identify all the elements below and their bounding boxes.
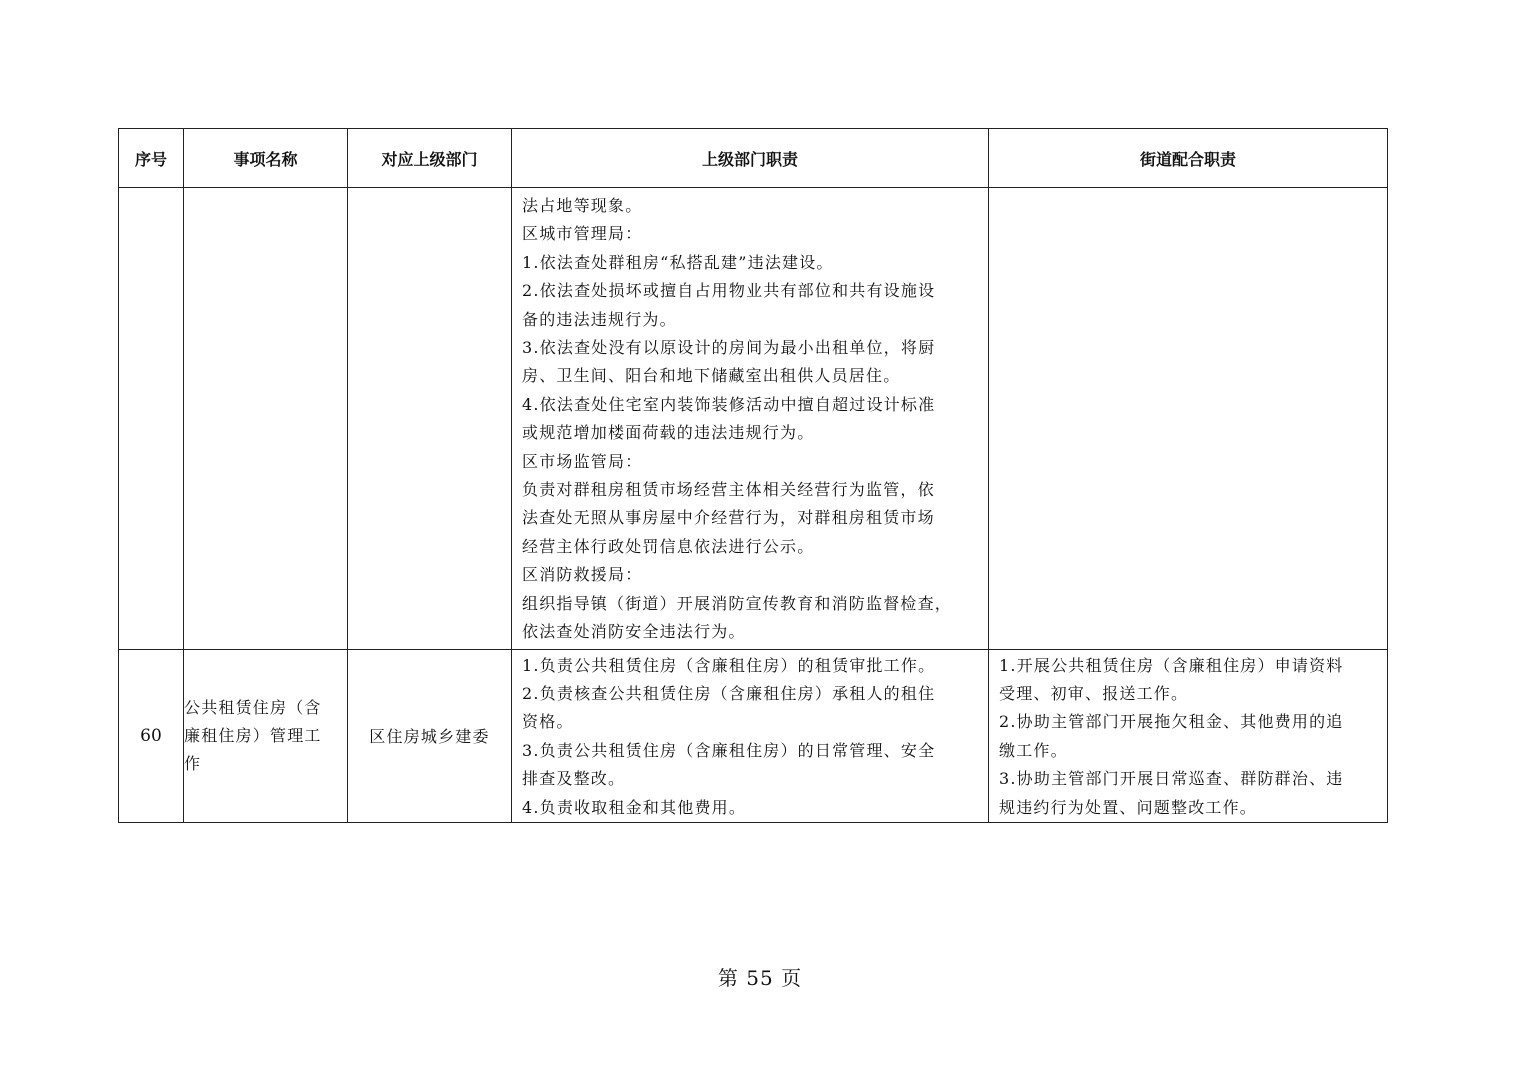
duty-line: 3.负责公共租赁住房（含廉租住房）的日常管理、安全	[522, 740, 936, 760]
header-item-name: 事项名称	[184, 129, 348, 188]
page-number: 第 55 页	[717, 966, 803, 990]
duty-line: 或规范增加楼面荷载的违法违规行为。	[522, 423, 815, 443]
duty-line: 2.依法查处损坏或擅自占用物业共有部位和共有设施设	[522, 281, 936, 301]
duty-line: 经营主体行政处罚信息依法进行公示。	[522, 536, 815, 556]
duty-line: 1.依法查处群租房“私搭乱建”违法建设。	[522, 252, 834, 272]
duty-line: 缴工作。	[999, 740, 1068, 760]
street-duties-cell	[989, 649, 1388, 822]
street-duties-cell	[989, 188, 1388, 650]
duty-line: 规违约行为处置、问题整改工作。	[999, 797, 1258, 817]
table-row	[119, 649, 1388, 822]
item-name-line: 廉租住房）管理工	[184, 725, 322, 745]
duty-line: 排查及整改。	[522, 769, 626, 789]
item-name-line: 作	[184, 753, 202, 773]
number-cell	[119, 188, 184, 650]
duty-line: 4.负责收取租金和其他费用。	[522, 797, 747, 817]
duty-line: 3.协助主管部门开展日常巡查、群防群治、违	[999, 769, 1344, 789]
duty-line: 4.依法查处住宅室内装饰装修活动中擅自超过设计标准	[522, 394, 936, 414]
duty-line: 区消防救援局：	[522, 565, 643, 585]
duty-line: 1.负责公共租赁住房（含廉租住房）的租赁审批工作。	[522, 655, 936, 675]
header-superior-dept: 对应上级部门	[348, 129, 512, 188]
department-cell	[348, 188, 512, 650]
duty-line: 法占地等现象。	[522, 196, 643, 215]
duty-line: 资格。	[522, 712, 574, 732]
header-number: 序号	[119, 129, 184, 188]
item-name-cell	[184, 649, 348, 822]
duty-line: 房、卫生间、阳台和地下储藏室出租供人员居住。	[522, 366, 901, 386]
header-superior-duties: 上级部门职责	[512, 129, 989, 188]
duty-table	[118, 128, 1388, 823]
item-name-cell	[184, 188, 348, 650]
duty-line: 依法查处消防安全违法行为。	[522, 622, 746, 642]
duty-line: 受理、初审、报送工作。	[999, 683, 1189, 703]
duty-line: 组织指导镇（街道）开展消防宣传教育和消防监督检查，	[522, 593, 953, 613]
item-name-line: 公共租赁住房（含	[184, 697, 322, 717]
table-header-row	[119, 129, 1388, 188]
table-row	[119, 188, 1388, 650]
duty-line: 2.负责核查公共租赁住房（含廉租住房）承租人的租住	[522, 683, 936, 703]
superior-duties-cell	[512, 649, 989, 822]
department-cell: 区住房城乡建委	[348, 649, 512, 822]
duty-line: 1.开展公共租赁住房（含廉租住房）申请资料	[999, 655, 1344, 675]
duty-line: 区城市管理局：	[522, 224, 643, 244]
number-cell: 60	[119, 649, 184, 822]
duty-line: 2.协助主管部门开展拖欠租金、其他费用的追	[999, 712, 1344, 732]
header-street-duties: 街道配合职责	[989, 129, 1388, 188]
duty-line: 法查处无照从事房屋中介经营行为，对群租房租赁市场	[522, 508, 935, 528]
duty-line: 3.依法查处没有以原设计的房间为最小出租单位，将厨	[522, 338, 936, 358]
superior-duties-cell	[512, 188, 989, 650]
duty-line: 负责对群租房租赁市场经营主体相关经营行为监管，依	[522, 480, 935, 500]
duty-line: 区市场监管局：	[522, 451, 643, 471]
duty-line: 备的违法违规行为。	[522, 309, 677, 329]
